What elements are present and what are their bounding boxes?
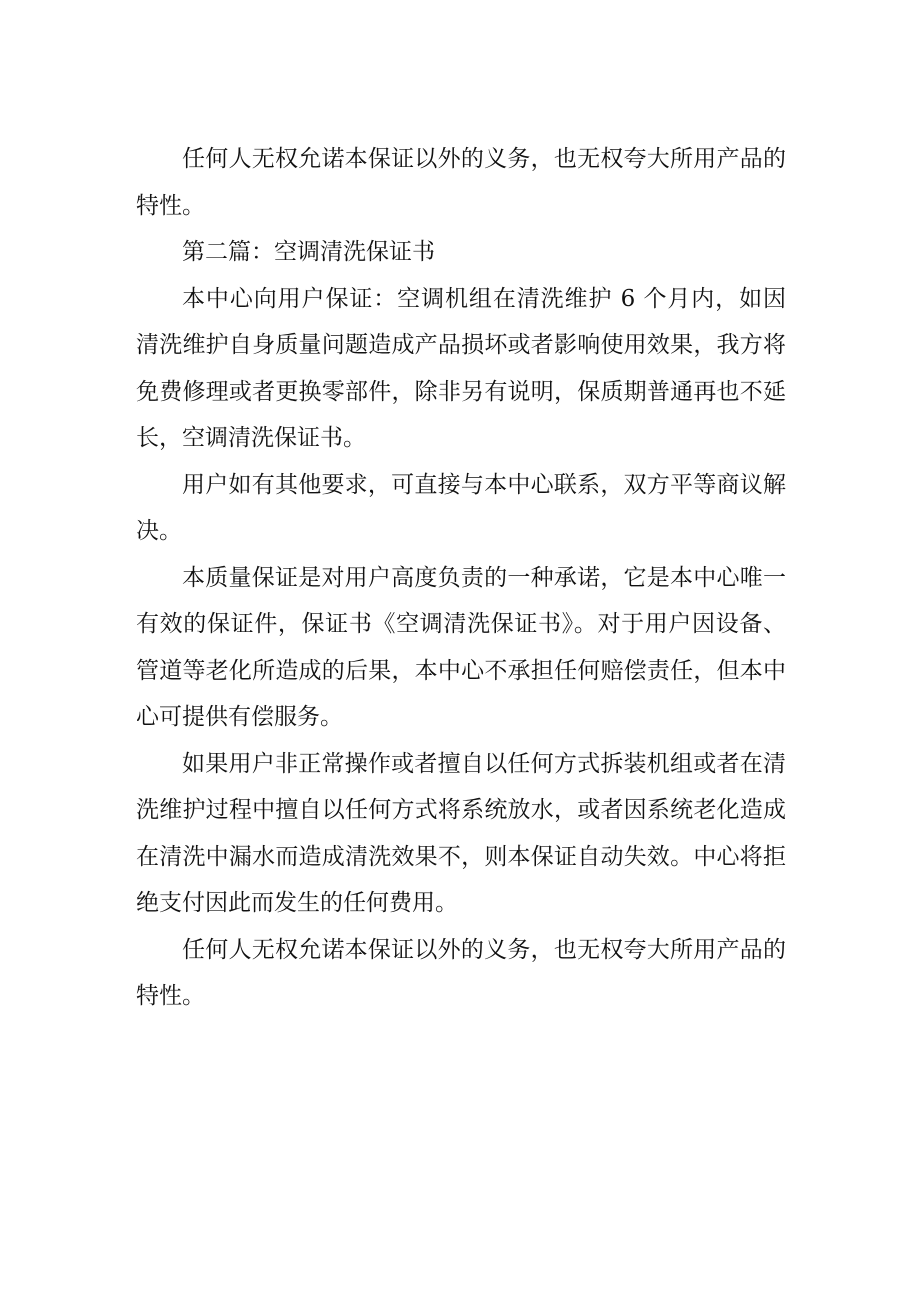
- document-body: [136, 136, 786, 1020]
- paragraph-disclaimer-bottom: 任何人无权允诺本保证以外的义务，也无权夸大所用产品的特性。: [136, 936, 786, 1009]
- paragraph-void-conditions: 如果用户非正常操作或者擅自以任何方式拆装机组或者在清洗维护过程中擅自以任何方式将系统放水，或者因系统老化造成在清洗中漏水而造成清洗效果不，则本保证自动失效。中心将拒绝支付因此而发生的任何费用。: [136, 750, 786, 916]
- section-title: 第二篇：空调清洗保证书: [182, 239, 435, 265]
- paragraph-responsibility: 本质量保证是对用户高度负责的一种承诺，它是本中心唯一有效的保证件，保证书《空调清洗保证书》。对于用户因设备、管道等老化所造成的后果，本中心不承担任何赔偿责任，但本中心可提供有偿服务。: [136, 564, 786, 730]
- paragraph-contact: 用户如有其他要求，可直接与本中心联系，双方平等商议解决。: [136, 471, 786, 544]
- paragraph-guarantee: 本中心向用户保证：空调机组在清洗维护 6 个月内，如因清洗维护自身质量问题造成产品损坏或者影响使用效果，我方将免费修理或者更换零部件，除非另有说明，保质期普通再也不延长，空调清洗保证书。: [136, 285, 786, 451]
- paragraph-disclaimer-top: 任何人无权允诺本保证以外的义务，也无权夸大所用产品的特性。: [136, 146, 786, 219]
